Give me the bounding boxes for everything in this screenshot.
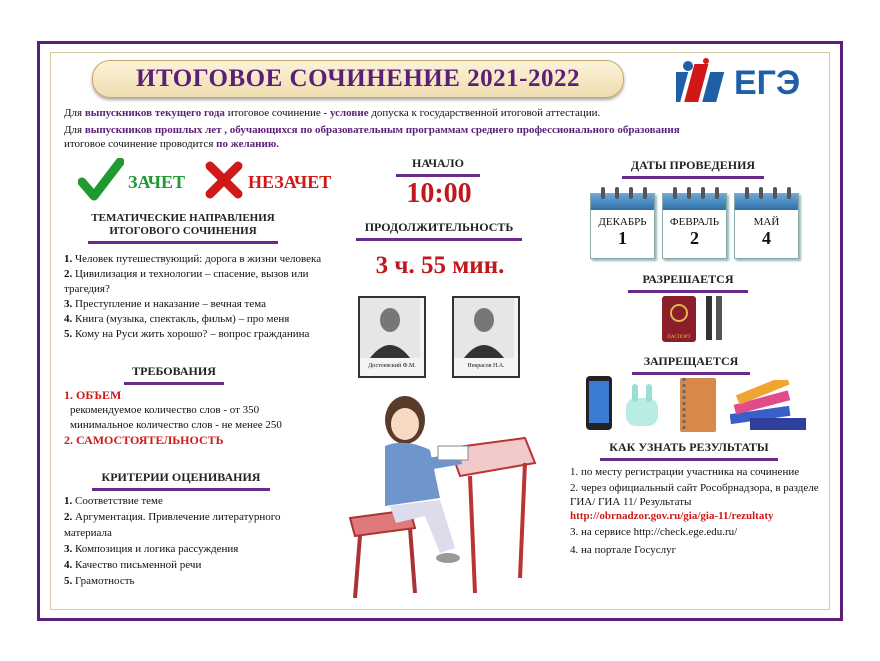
list-item bbox=[64, 312, 344, 327]
intro-text: Для bbox=[64, 107, 85, 119]
calendar-december bbox=[590, 193, 655, 259]
item-text: Грамотность bbox=[75, 575, 135, 587]
list-item bbox=[64, 267, 344, 297]
pens-icon bbox=[704, 294, 726, 346]
fail-label: НЕЗАЧЕТ bbox=[248, 172, 332, 192]
requirement-independence: 2. САМОСТОЯТЕЛЬНОСТЬ bbox=[64, 433, 224, 447]
list-item bbox=[64, 297, 344, 312]
list-item bbox=[64, 509, 314, 541]
item-text: Преступление и наказание – вечная тема bbox=[75, 298, 266, 310]
result-item: 3. на сервисе http://check.ege.edu.ru/ bbox=[570, 526, 738, 538]
criteria-list bbox=[64, 493, 314, 589]
portrait-nekrasov-image bbox=[454, 298, 514, 358]
intro-highlight: выпускников текущего года bbox=[84, 107, 225, 119]
item-number: 1. bbox=[64, 253, 73, 265]
item-text: Качество письменной речи bbox=[75, 559, 202, 571]
results-list bbox=[570, 465, 830, 557]
calendar-february bbox=[662, 193, 727, 259]
cross-icon bbox=[204, 160, 244, 200]
item-text: Цивилизация и технологии – спасение, вызов или трагедия? bbox=[64, 268, 309, 295]
requirement-line: минимальное количество слов - не менее 250 bbox=[70, 419, 282, 431]
portrait-caption: Достоевский Ф.М. bbox=[368, 363, 416, 369]
intro-highlight: по желанию. bbox=[216, 138, 279, 150]
requirements-header: ТРЕБОВАНИЯ bbox=[124, 364, 224, 385]
intro-text: итоговое сочинение - bbox=[224, 107, 330, 119]
page-title: ИТОГОВОЕ СОЧИНЕНИЕ 2021-2022 bbox=[92, 60, 624, 98]
results-header: КАК УЗНАТЬ РЕЗУЛЬТАТЫ bbox=[600, 440, 778, 461]
student-at-desk-illustration bbox=[330, 388, 540, 603]
results-link[interactable]: http://obrnadzor.gov.ru/gia/gia-11/rezultaty bbox=[570, 510, 774, 522]
books-icon bbox=[730, 380, 810, 434]
passport-label: ПАСПОРТ bbox=[667, 335, 691, 340]
list-item bbox=[64, 252, 344, 267]
intro-line-1 bbox=[64, 106, 764, 120]
calendar-binding bbox=[591, 194, 654, 210]
requirement-line: рекомендуемое количество слов - от 350 bbox=[70, 404, 260, 416]
portrait-dostoevsky-image bbox=[360, 298, 420, 358]
ege-logo bbox=[676, 58, 806, 110]
item-number: 1. bbox=[64, 495, 73, 507]
calendar-binding bbox=[663, 194, 726, 210]
notebook-icon bbox=[676, 376, 718, 434]
earbuds-icon bbox=[622, 380, 662, 430]
duration-value: 3 ч. 55 мин. bbox=[375, 252, 505, 279]
intro-text: допуска к государственной итоговой аттестации. bbox=[368, 107, 601, 119]
ege-logo-text: ЕГЭ bbox=[734, 64, 801, 102]
dates-header: ДАТЫ ПРОВЕДЕНИЯ bbox=[622, 158, 764, 179]
result-item: 2. через официальный сайт Рособрнадзора, в разделе ГИА/ ГИА 11/ Результаты bbox=[570, 482, 819, 508]
result-item: 4. на портале Госуслуг bbox=[570, 544, 677, 556]
list-item bbox=[64, 573, 314, 589]
calendar-binding bbox=[735, 194, 798, 210]
smartphone-icon bbox=[584, 374, 614, 432]
calendar-day: 4 bbox=[762, 228, 771, 248]
item-number: 5. bbox=[64, 328, 73, 340]
item-number: 2. bbox=[64, 268, 73, 280]
intro-highlight: условие bbox=[329, 107, 369, 119]
item-number: 2. bbox=[64, 511, 73, 523]
item-text: Композиция и логика рассуждения bbox=[75, 543, 239, 555]
checkmark-icon bbox=[78, 158, 124, 202]
item-number: 5. bbox=[64, 575, 73, 587]
item-number: 3. bbox=[64, 543, 73, 555]
list-item bbox=[64, 541, 314, 557]
item-text: Человек путешествующий: дорога в жизни человека bbox=[75, 253, 322, 265]
item-number: 4. bbox=[64, 313, 73, 325]
calendar-day: 1 bbox=[618, 228, 627, 248]
pass-label: ЗАЧЕТ bbox=[128, 172, 185, 192]
ege-logo-icon bbox=[676, 58, 736, 110]
calendar-month: ФЕВРАЛЬ bbox=[669, 216, 720, 228]
item-number: 4. bbox=[64, 559, 73, 571]
list-item bbox=[64, 327, 344, 342]
intro-line-2 bbox=[64, 123, 684, 151]
passport-icon bbox=[662, 296, 696, 342]
pass-fail-row bbox=[78, 158, 358, 202]
intro-text: итоговое сочинение проводится bbox=[64, 138, 217, 150]
list-item bbox=[64, 557, 314, 573]
calendar-month: ДЕКАБРЬ bbox=[598, 216, 647, 228]
criteria-header: КРИТЕРИИ ОЦЕНИВАНИЯ bbox=[92, 470, 270, 491]
duration-header: ПРОДОЛЖИТЕЛЬНОСТЬ bbox=[356, 220, 522, 241]
calendar-may bbox=[734, 193, 799, 259]
list-item bbox=[64, 493, 314, 509]
themes-list bbox=[64, 252, 344, 342]
item-text: Соответствие теме bbox=[75, 495, 163, 507]
portrait-dostoevsky bbox=[358, 296, 426, 378]
start-value: 10:00 bbox=[406, 178, 472, 209]
calendar-month: МАЙ bbox=[753, 216, 780, 228]
item-text: Кому на Руси жить хорошо? – вопрос гражданина bbox=[75, 328, 310, 340]
item-text: Книга (музыка, спектакль, фильм) – про меня bbox=[75, 313, 290, 325]
themes-header: ТЕМАТИЧЕСКИЕ НАПРАВЛЕНИЯ ИТОГОВОГО СОЧИНЕНИЯ bbox=[88, 212, 278, 244]
calendar-day: 2 bbox=[690, 228, 699, 248]
allowed-header: РАЗРЕШАЕТСЯ bbox=[628, 272, 748, 293]
portrait-nekrasov bbox=[452, 296, 520, 378]
item-number: 3. bbox=[64, 298, 73, 310]
requirement-volume: 1. ОБЪЕМ bbox=[64, 388, 122, 402]
intro-highlight: выпускников прошлых лет , обучающихся по образовательным программам среднего профессионального образования bbox=[84, 124, 680, 136]
result-item: 1. по месту регистрации участника на сочинение bbox=[570, 466, 800, 478]
passport-emblem-icon bbox=[662, 296, 696, 330]
start-header: НАЧАЛО bbox=[396, 156, 480, 177]
requirements-list bbox=[64, 388, 354, 448]
forbidden-header: ЗАПРЕЩАЕТСЯ bbox=[632, 354, 750, 375]
portrait-caption: Некрасов Н.А. bbox=[467, 363, 505, 369]
intro-text: Для bbox=[64, 124, 85, 136]
item-text: Аргументация. Привлечение литературного материала bbox=[64, 511, 281, 539]
